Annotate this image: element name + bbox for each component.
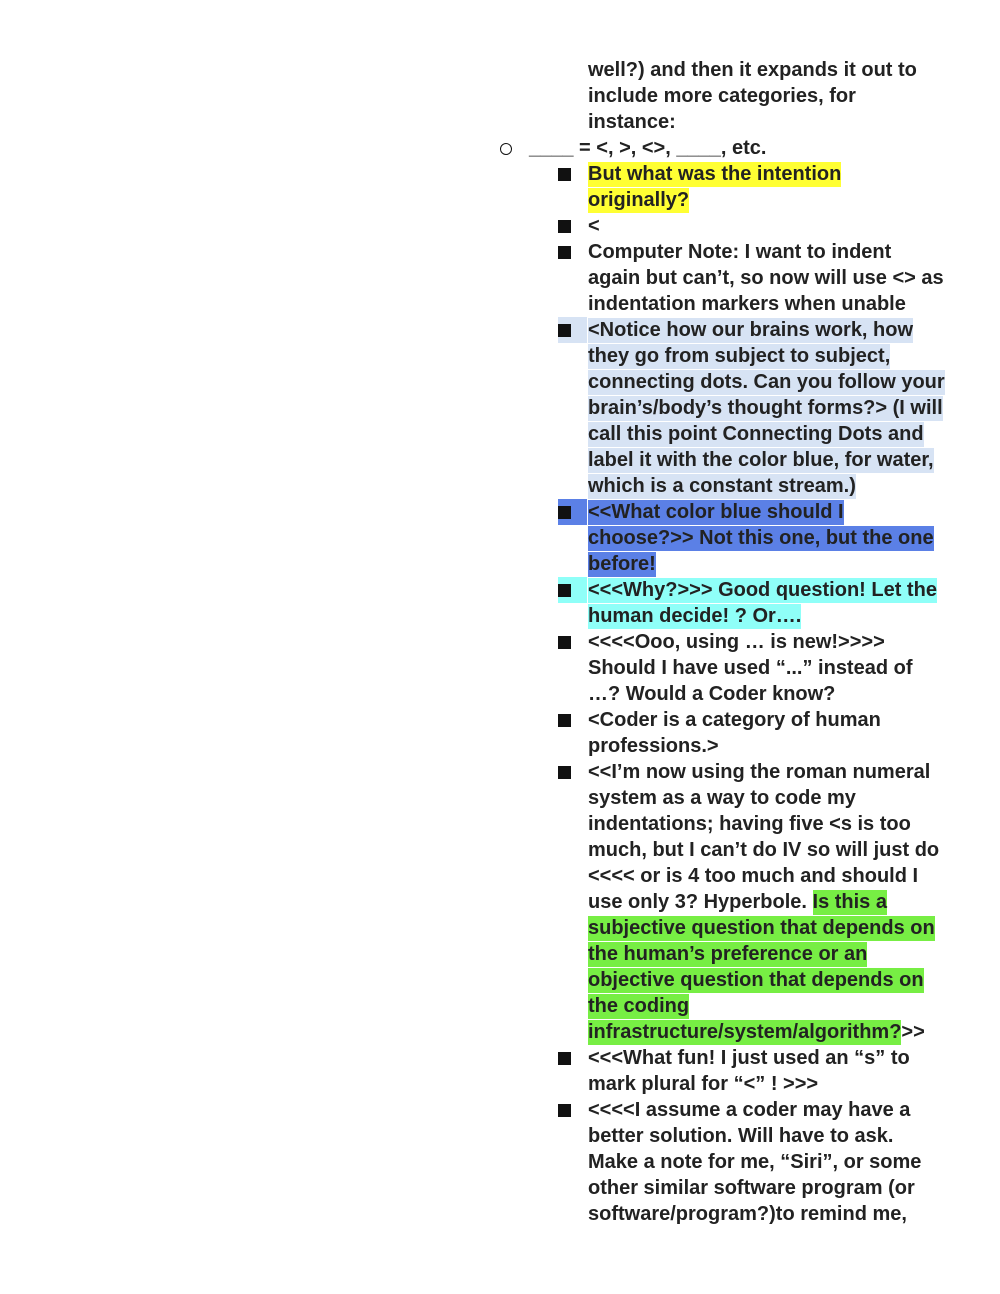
list-item-line: software/program?)to remind me, (588, 1203, 907, 1225)
square-bullet-icon (558, 246, 571, 259)
list-item-line: …? Would a Coder know? (588, 683, 836, 705)
list-item-line (588, 577, 937, 603)
plain-text: use only 3? Hyperbole. (588, 891, 813, 913)
list-item-line: < (588, 215, 600, 237)
list-item-line (588, 941, 867, 967)
square-bullet-icon (558, 1104, 571, 1117)
highlighted-text: But what was the intention (588, 163, 842, 185)
list-item-line: <<<<Ooo, using … is new!>>>> (588, 631, 885, 653)
square-bullet-icon (558, 1052, 571, 1065)
list-item-line: again but can’t, so now will use <> as (588, 267, 944, 289)
list-item-line (588, 473, 856, 499)
list-item-line (588, 993, 689, 1019)
list-item-line (588, 499, 844, 525)
list-item-line: mark plural for “<” ! >>> (588, 1073, 819, 1095)
list-item-line: <<<What fun! I just used an “s” to (588, 1047, 910, 1069)
highlighted-text: objective question that depends on (588, 969, 924, 991)
list-item-line: <Coder is a category of human (588, 709, 881, 731)
highlighted-text: the coding (588, 995, 690, 1017)
hollow-circle-bullet-icon (500, 143, 512, 155)
list-item-line: <<I’m now using the roman numeral (588, 761, 931, 783)
highlighted-text: human decide! ? Or…. (588, 605, 802, 627)
highlighted-text: call this point Connecting Dots and (588, 423, 924, 445)
list-item-line (588, 603, 801, 629)
list-item-line: Make a note for me, “Siri”, or some (588, 1151, 922, 1173)
text-line: well?) and then it expands it out to (588, 59, 917, 81)
text-line: include more categories, for (588, 85, 856, 107)
list-item-line (588, 161, 841, 187)
list-item-line (588, 369, 945, 395)
highlighted-text: brain’s/body’s thought forms?> (I will (588, 397, 943, 419)
square-bullet-icon (558, 636, 571, 649)
list-item-line (588, 1019, 925, 1045)
list-item-line (588, 525, 934, 551)
list-item-line (588, 187, 689, 213)
square-bullet-icon (558, 584, 571, 597)
list-item-line (588, 421, 924, 447)
highlighted-text: before! (588, 553, 656, 575)
highlighted-text: the human’s preference or an (588, 943, 868, 965)
list-item-line: professions.> (588, 735, 719, 757)
list-item-line (588, 395, 943, 421)
highlighted-text: connecting dots. Can you follow your (588, 371, 945, 393)
list-item-line: much, but I can’t do IV so will just do (588, 839, 940, 861)
list-item-line: Computer Note: I want to indent (588, 241, 892, 263)
list-item-line (588, 447, 934, 473)
sub-list-item: ____ = <, >, <>, ____, etc. (529, 137, 767, 159)
list-item-line (588, 343, 890, 369)
square-bullet-icon (558, 766, 571, 779)
highlighted-text: originally? (588, 189, 690, 211)
highlighted-text: <<<Why?>>> Good question! Let the (588, 579, 937, 601)
list-item-line: Should I have used “...” instead of (588, 657, 913, 679)
list-item-line: indentations; having five <s is too (588, 813, 911, 835)
list-item-line: <<<<I assume a coder may have a (588, 1099, 911, 1121)
list-item-line: indentation markers when unable (588, 293, 906, 315)
highlighted-text: which is a constant stream.) (588, 475, 856, 497)
list-item-line: system as a way to code my (588, 787, 856, 809)
list-item-line: other similar software program (or (588, 1177, 915, 1199)
list-item-line: better solution. Will have to ask. (588, 1125, 894, 1147)
square-bullet-icon (558, 324, 571, 337)
square-bullet-icon (558, 506, 571, 519)
square-bullet-icon (558, 168, 571, 181)
list-item-line (588, 551, 656, 577)
highlighted-text: infrastructure/system/algorithm? (588, 1021, 902, 1043)
highlighted-text: label it with the color blue, for water, (588, 449, 934, 471)
highlighted-text: Is this a (812, 891, 887, 913)
highlighted-text: subjective question that depends on (588, 917, 935, 939)
highlighted-text: choose?>> Not this one, but the one (588, 527, 934, 549)
highlighted-text: <<What color blue should I (588, 501, 844, 523)
plain-text: >> (901, 1021, 925, 1043)
square-bullet-icon (558, 220, 571, 233)
list-item-line (588, 967, 924, 993)
highlighted-text: they go from subject to subject, (588, 345, 891, 367)
list-item-line (588, 317, 913, 343)
highlighted-text: <Notice how our brains work, how (588, 319, 914, 341)
list-item-line (588, 889, 887, 915)
square-bullet-icon (558, 714, 571, 727)
list-item-line: <<<< or is 4 too much and should I (588, 865, 919, 887)
list-item-line (588, 915, 935, 941)
text-line: instance: (588, 111, 676, 133)
